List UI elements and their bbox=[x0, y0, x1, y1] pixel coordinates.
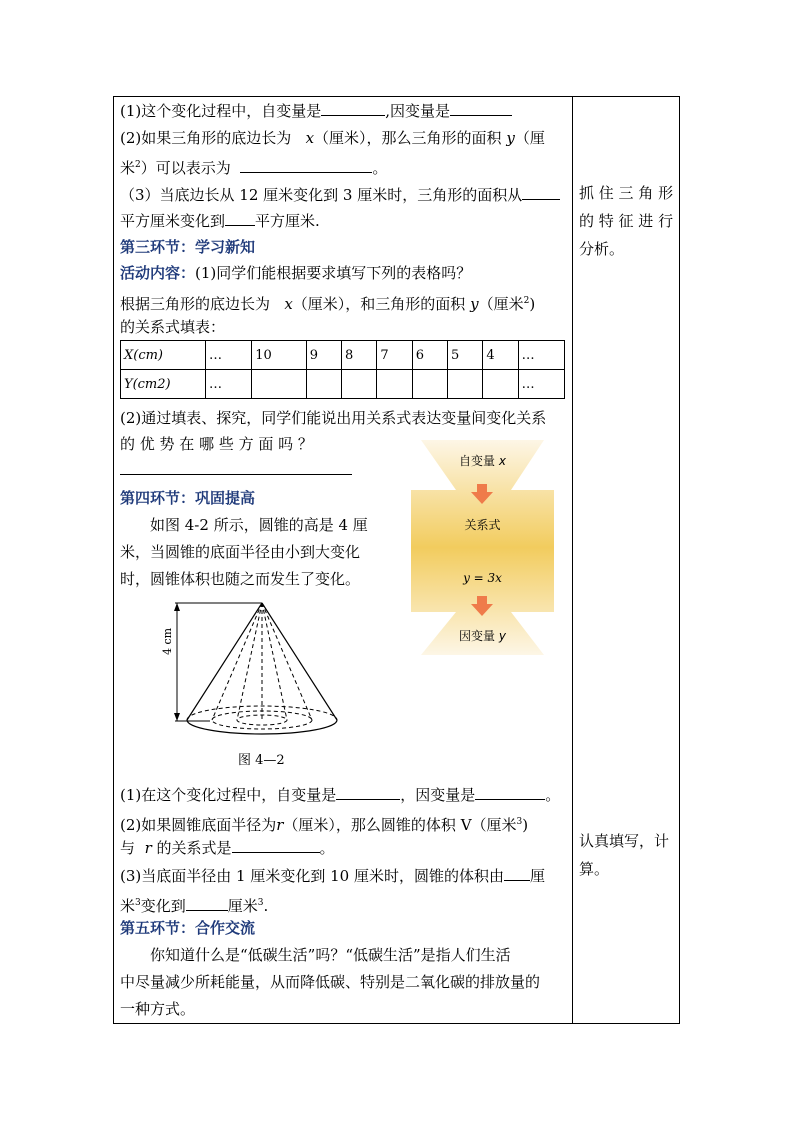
table-cell-input[interactable] bbox=[252, 370, 306, 399]
q3-line-2 bbox=[120, 211, 568, 231]
var-r: r bbox=[144, 839, 152, 857]
var-x: x bbox=[284, 295, 293, 313]
table-cell: … bbox=[206, 370, 252, 399]
q1-text-b: ,因变量是 bbox=[385, 102, 451, 120]
cone-q2-text-d: 的关系式是 bbox=[156, 839, 232, 857]
var-r: r bbox=[276, 816, 284, 834]
answer-blank-line[interactable] bbox=[120, 474, 352, 475]
lowcarbon-paragraph-3: 一种方式。 bbox=[120, 1000, 196, 1018]
q2-line bbox=[120, 128, 568, 148]
cone-q2-text-c: 与 bbox=[120, 839, 136, 857]
cone-q3-text-e: 厘米 bbox=[227, 897, 258, 915]
cone-q2: (2)如果圆锥底面半径为r（厘米），那么圆锥的体积 V（厘米$^3$) bbox=[120, 816, 529, 834]
table-cell-input[interactable] bbox=[448, 370, 483, 399]
cone-paragraph-1: 如图 4-2 所示，圆锥的高是 4 厘 bbox=[150, 516, 368, 534]
q3-text: （3）当底边长从 12 厘米变化到 3 厘米时，三角形的面积从 bbox=[120, 186, 523, 204]
cone-q1 bbox=[120, 785, 568, 805]
section-5-heading: 第五环节：合作交流 bbox=[120, 919, 256, 937]
blank-volume-from[interactable] bbox=[504, 866, 530, 881]
table-row-y bbox=[121, 370, 565, 399]
value-table bbox=[120, 340, 565, 399]
cone-q1-text-b: ，因变量是 bbox=[400, 786, 476, 804]
blank-independent[interactable] bbox=[321, 101, 385, 116]
table-cell-input[interactable] bbox=[412, 370, 447, 399]
blank-area-formula[interactable] bbox=[240, 158, 372, 173]
blank-cone-dependent[interactable] bbox=[475, 785, 545, 800]
cone-q3 bbox=[120, 866, 568, 886]
q1-line bbox=[120, 101, 568, 121]
side-note-line: 抓 住 三 角 形 bbox=[579, 184, 674, 202]
table-cell: Y(cm2) bbox=[121, 370, 206, 399]
cone-q3-text: (3)当底面半径由 1 厘米变化到 10 厘米时，圆锥的体积由 bbox=[120, 867, 504, 885]
side-note-2 bbox=[579, 827, 675, 883]
activity-text: (1)同学们能根据要求填写下列的表格吗？ bbox=[195, 264, 472, 282]
activity-line bbox=[120, 263, 568, 283]
table-cell: 6 bbox=[412, 341, 447, 370]
cone-q3-line-2: 米$^3$变化到 厘米$^3$. bbox=[120, 897, 269, 915]
table-cell: 8 bbox=[342, 341, 377, 370]
side-note-1 bbox=[579, 179, 675, 263]
intro-text-b: （厘米），和三角形的面积 bbox=[292, 295, 466, 313]
sup: 3 bbox=[135, 898, 141, 908]
sup: 3 bbox=[516, 817, 523, 827]
side-note-line: 分析。 bbox=[579, 240, 625, 258]
diagram-shape bbox=[411, 440, 554, 655]
period: 。 bbox=[319, 839, 335, 857]
blank-area-from[interactable] bbox=[522, 185, 560, 200]
table-cell: 9 bbox=[306, 341, 341, 370]
q2-text: (2)如果三角形的底边长为 bbox=[120, 129, 292, 147]
q1-text: (1)这个变化过程中，自变量是 bbox=[120, 102, 322, 120]
q-advantage-line: (2)通过填表、探究，同学们能说出用关系式表达变量间变化关系 bbox=[120, 409, 547, 427]
table-cell: 5 bbox=[448, 341, 483, 370]
q2-text-c: （厘 bbox=[514, 129, 545, 147]
diagram-top-label bbox=[411, 452, 554, 469]
cone-paragraph-3: 时，圆锥体积也随之而发生了变化。 bbox=[120, 570, 361, 588]
section-3-heading: 第三环节：学习新知 bbox=[120, 238, 256, 256]
table-cell: … bbox=[518, 370, 564, 399]
q2-text-d: 米 bbox=[120, 159, 136, 177]
var-y: y bbox=[470, 295, 479, 313]
diagram-bottom-text: 因变量 bbox=[459, 629, 496, 643]
diagram-top-text: 自变量 bbox=[459, 454, 496, 468]
cone-height-label: 4 cm bbox=[161, 627, 174, 655]
var-x: x bbox=[305, 129, 315, 147]
cone-q2-text-b: （厘米），那么圆锥的体积 V（厘米 bbox=[283, 816, 517, 834]
q2-text-b: （厘米），那么三角形的面积 bbox=[314, 129, 502, 147]
diagram-formula: y = 3x bbox=[463, 571, 502, 585]
table-cell-input[interactable] bbox=[377, 370, 412, 399]
intro-text: 根据三角形的底边长为 bbox=[120, 295, 271, 313]
cone-q2-text: (2)如果圆锥底面半径为 bbox=[120, 816, 277, 834]
cone-q3-text-d: 变化到 bbox=[140, 897, 186, 915]
lowcarbon-paragraph-1: 你知道什么是“低碳生活”吗？“低碳生活”是指人们生活 bbox=[150, 946, 511, 964]
intro-text-c: （厘米 bbox=[478, 295, 524, 313]
var-y: y bbox=[506, 129, 515, 147]
lowcarbon-paragraph-2: 中尽量减少所耗能量，从而降低碳、特别是二氧化碳的排放量的 bbox=[120, 973, 541, 991]
cone-q2-line-2 bbox=[120, 838, 568, 858]
table-cell: 7 bbox=[377, 341, 412, 370]
period: 。 bbox=[545, 786, 561, 804]
section-4-heading: 第四环节：巩固提高 bbox=[120, 489, 256, 507]
q3-text-b: 平方厘米变化到 bbox=[120, 212, 226, 230]
q2-line-2 bbox=[120, 155, 568, 178]
sup: 3 bbox=[257, 898, 264, 908]
diagram-bottom-label bbox=[411, 627, 554, 644]
table-intro-line-2: 的关系式填表： bbox=[120, 318, 226, 336]
diagram-bottom-var: y bbox=[498, 629, 506, 643]
cone-figure bbox=[150, 595, 370, 745]
cone-q1-text: (1)在这个变化过程中，自变量是 bbox=[120, 786, 337, 804]
side-note-line: 的 特 征 进 行 bbox=[579, 212, 674, 230]
table-cell-input[interactable] bbox=[342, 370, 377, 399]
q3-line bbox=[120, 185, 568, 205]
blank-cone-formula[interactable] bbox=[232, 838, 320, 853]
table-cell: … bbox=[206, 341, 252, 370]
table-cell: X(cm) bbox=[121, 341, 206, 370]
cone-q3-text-c: 米 bbox=[120, 897, 136, 915]
table-intro-line: 根据三角形的底边长为 x（厘米），和三角形的面积 y（厘米$^2$) bbox=[120, 295, 536, 313]
table-cell-input[interactable] bbox=[306, 370, 341, 399]
blank-cone-independent[interactable] bbox=[336, 785, 400, 800]
cone-q3-text-b: 厘 bbox=[529, 867, 545, 885]
diagram-top-var: x bbox=[498, 454, 506, 468]
period: 。 bbox=[372, 159, 388, 177]
table-row-x bbox=[121, 341, 565, 370]
side-note-line: 算。 bbox=[579, 860, 610, 878]
blank-dependent[interactable] bbox=[450, 101, 512, 116]
blank-volume-to[interactable] bbox=[186, 896, 228, 911]
cone-caption: 图 4—2 bbox=[238, 753, 285, 768]
table-cell: 10 bbox=[252, 341, 306, 370]
relation-diagram bbox=[411, 440, 554, 655]
q3-text-c: 平方厘米. bbox=[255, 212, 320, 230]
blank-area-to[interactable] bbox=[225, 211, 255, 226]
sup: 2 bbox=[135, 160, 141, 170]
table-cell: 4 bbox=[483, 341, 518, 370]
table-cell: … bbox=[518, 341, 564, 370]
activity-label: 活动内容： bbox=[120, 264, 196, 282]
sup: 2 bbox=[523, 296, 530, 306]
cone-paragraph-2: 米，当圆锥的底面半径由小到大变化 bbox=[120, 543, 361, 561]
column-divider bbox=[572, 96, 573, 1024]
q-advantage-line-2: 的 优 势 在 哪 些 方 面 吗 ？ bbox=[120, 435, 313, 453]
side-note-line: 认真填写，计 bbox=[579, 832, 670, 850]
q2-text-e: ）可以表示为 bbox=[140, 159, 231, 177]
table-cell-input[interactable] bbox=[483, 370, 518, 399]
diagram-mid-label: 关系式 bbox=[464, 518, 501, 532]
